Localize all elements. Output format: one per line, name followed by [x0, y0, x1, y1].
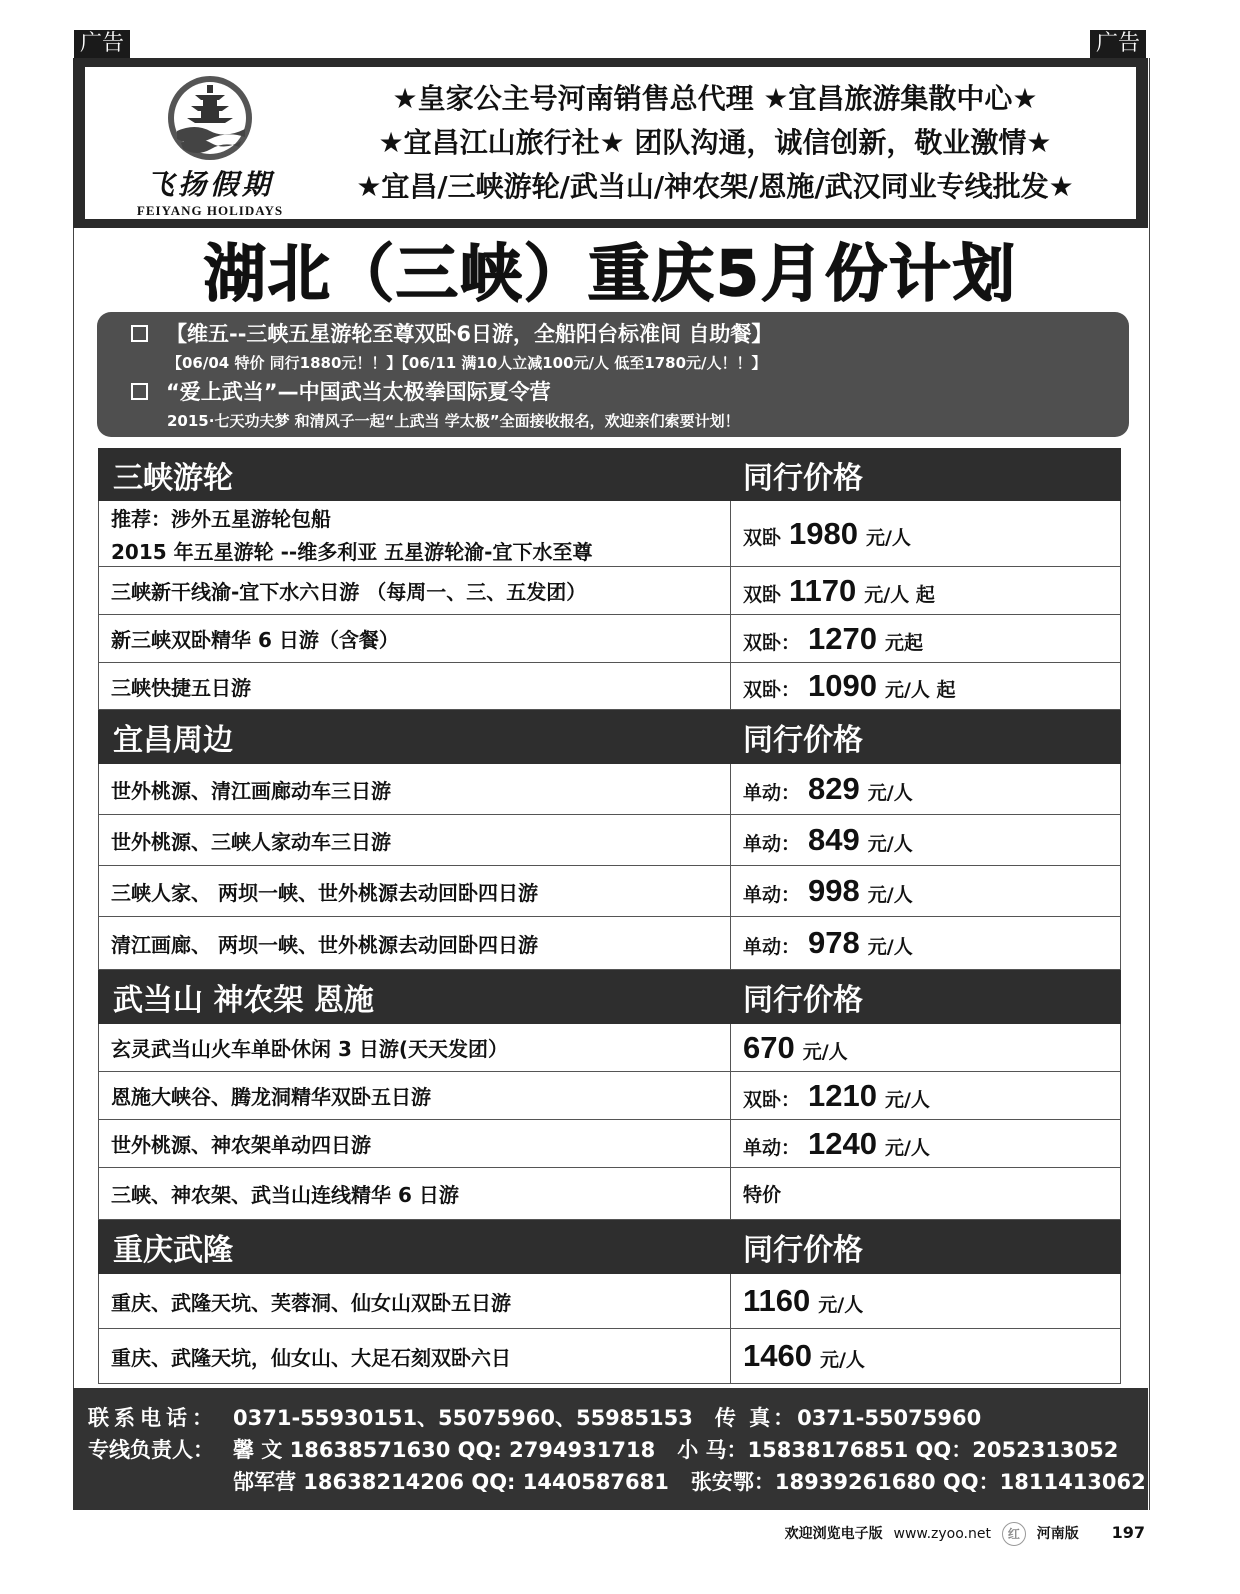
- promo-wudang-text: “爱上武当”—中国武当太极拳国际夏令营: [166, 380, 551, 404]
- tour-price: 单动： 849 元/人: [731, 815, 1121, 866]
- footer-edition: 河南版: [1036, 1526, 1079, 1542]
- contact-manager-line: [88, 1434, 1148, 1466]
- header-banner: [73, 58, 1148, 228]
- tour-name: 三峡快捷五日游: [99, 663, 731, 710]
- footer-site[interactable]: www.zyoo.net: [893, 1526, 991, 1542]
- tour-price: 1460 元/人: [731, 1329, 1121, 1384]
- tour-name: 新三峡双卧精华 6 日游（含餐）: [99, 615, 731, 663]
- promo-cruise: [131, 318, 1129, 350]
- tour-price: 双卧： 1090 元/人 起: [731, 663, 1121, 710]
- tour-price: 单动： 829 元/人: [731, 764, 1121, 815]
- section-header: [99, 449, 1121, 501]
- phone-numbers: 0371-55930151、55075960、55985153: [233, 1406, 693, 1430]
- page-title: 湖北（三峡）重庆5月份计划: [203, 237, 1018, 310]
- tour-price: 双卧： 1210 元/人: [731, 1072, 1121, 1120]
- promo-cruise-sub: 【06/04 特价 同行1880元！！】【06/11 满10人立减100元/人 低至1780元/人！！】: [167, 354, 767, 372]
- tour-name: 三峡、神农架、武当山连线精华 6 日游: [99, 1168, 731, 1220]
- section-price-header: 同行价格: [731, 449, 1121, 501]
- promo-wudang: [131, 376, 1129, 408]
- section-header: [99, 710, 1121, 764]
- manager-contact: 张安鄂：18939261680 QQ：1811413062: [690, 1470, 1146, 1494]
- section-title: 武当山 神农架 恩施: [99, 970, 731, 1024]
- promo-box: [97, 312, 1129, 437]
- pagoda-logo-icon: [165, 73, 255, 163]
- tour-name: [99, 501, 731, 567]
- price-table: [98, 448, 1121, 1384]
- slogan-line: ★皇家公主号河南销售总代理 ★宜昌旅游集散中心★: [392, 82, 1038, 115]
- logo-name: 飞扬假期: [145, 168, 274, 201]
- table-row: [99, 815, 1121, 866]
- contact-phone-line: [88, 1402, 1148, 1434]
- manager-contact: 郜军营 18638214206 QQ: 1440587681: [233, 1470, 669, 1494]
- tour-name: 三峡人家、 两坝一峡、世外桃源去动回卧四日游: [99, 866, 731, 917]
- table-row: [99, 1274, 1121, 1329]
- footer-text: 欢迎浏览电子版: [784, 1526, 883, 1542]
- tour-name: 重庆、武隆天坑，仙女山、大足石刻双卧六日: [99, 1329, 731, 1384]
- slogan-line: ★宜昌/三峡游轮/武当山/神农架/恩施/武汉同业专线批发★: [356, 170, 1074, 203]
- tour-price: 670 元/人: [731, 1024, 1121, 1072]
- tour-price: 单动： 1240 元/人: [731, 1120, 1121, 1168]
- tour-price: 特价: [731, 1168, 1121, 1220]
- manager-contact: 馨 文 18638571630 QQ: 2794931718: [233, 1438, 656, 1462]
- table-row: [99, 501, 1121, 567]
- table-row: [99, 615, 1121, 663]
- company-logo: [125, 73, 295, 219]
- tour-name-line: 推荐：涉外五星游轮包船: [111, 506, 331, 531]
- checkbox-icon: [131, 325, 148, 342]
- tour-name: 清江画廊、 两坝一峡、世外桃源去动回卧四日游: [99, 917, 731, 970]
- logo-english-name: FEIYANG HOLIDAYS: [136, 203, 284, 218]
- contact-manager-line: [88, 1466, 1148, 1498]
- tour-price: 单动： 998 元/人: [731, 866, 1121, 917]
- manager-label: 专线负责人：: [88, 1438, 214, 1462]
- section-price-header: 同行价格: [731, 710, 1121, 764]
- table-row: [99, 663, 1121, 710]
- edition-badge-icon: 红: [1002, 1522, 1026, 1546]
- table-row: [99, 1024, 1121, 1072]
- fax-number: 0371-55075960: [797, 1406, 982, 1430]
- tour-name-line: 2015 年五星游轮 --维多利亚 五星游轮渝-宜下水至尊: [111, 539, 593, 564]
- table-row: [99, 866, 1121, 917]
- tour-price: 1160 元/人: [731, 1274, 1121, 1329]
- tour-price: 单动： 978 元/人: [731, 917, 1121, 970]
- manager-contact: 小 马：15838176851 QQ：2052313052: [677, 1438, 1119, 1462]
- section-header: [99, 1220, 1121, 1274]
- tour-price: 双卧： 1270 元起: [731, 615, 1121, 663]
- tour-name: 世外桃源、清江画廊动车三日游: [99, 764, 731, 815]
- section-header: [99, 970, 1121, 1024]
- section-title: 宜昌周边: [99, 710, 731, 764]
- table-row: [99, 1168, 1121, 1220]
- contact-box: [73, 1388, 1148, 1510]
- tour-name: 世外桃源、神农架单动四日游: [99, 1120, 731, 1168]
- tour-name: 玄灵武当山火车单卧休闲 3 日游(天天发团）: [99, 1024, 731, 1072]
- slogans: [315, 77, 1115, 209]
- phone-label: 联系电话：: [88, 1406, 218, 1430]
- section-price-header: 同行价格: [731, 970, 1121, 1024]
- checkbox-icon: [131, 383, 148, 400]
- promo-cruise-text: 【维五--三峡五星游轮至尊双卧6日游，全船阳台标准间 自助餐】: [166, 322, 773, 346]
- table-row: [99, 567, 1121, 615]
- table-row: [99, 1329, 1121, 1384]
- table-row: [99, 1072, 1121, 1120]
- section-title: 三峡游轮: [99, 449, 731, 501]
- ad-label-left: 广告: [74, 30, 130, 58]
- table-row: [99, 1120, 1121, 1168]
- tour-price: 双卧 1170 元/人 起: [731, 567, 1121, 615]
- table-row: [99, 764, 1121, 815]
- fax-label: 传 真：: [714, 1406, 798, 1430]
- page-footer: [73, 1522, 1145, 1552]
- table-row: [99, 917, 1121, 970]
- tour-name: 恩施大峡谷、腾龙洞精华双卧五日游: [99, 1072, 731, 1120]
- section-title: 重庆武隆: [99, 1220, 731, 1274]
- tour-name: 三峡新干线渝-宜下水六日游 （每周一、三、五发团）: [99, 567, 731, 615]
- promo-wudang-sub: 2015·七天功夫梦 和清风子一起“上武当 学太极”全面接收报名，欢迎亲们索要计划！: [167, 412, 740, 430]
- section-price-header: 同行价格: [731, 1220, 1121, 1274]
- tour-name: 重庆、武隆天坑、芙蓉洞、仙女山双卧五日游: [99, 1274, 731, 1329]
- tour-name: 世外桃源、三峡人家动车三日游: [99, 815, 731, 866]
- slogan-line: ★宜昌江山旅行社★ 团队沟通，诚信创新，敬业激情★: [378, 126, 1052, 159]
- page-number: 197: [1111, 1523, 1145, 1542]
- tour-price: 双卧 1980 元/人: [731, 501, 1121, 567]
- ad-label-right: 广告: [1090, 30, 1146, 58]
